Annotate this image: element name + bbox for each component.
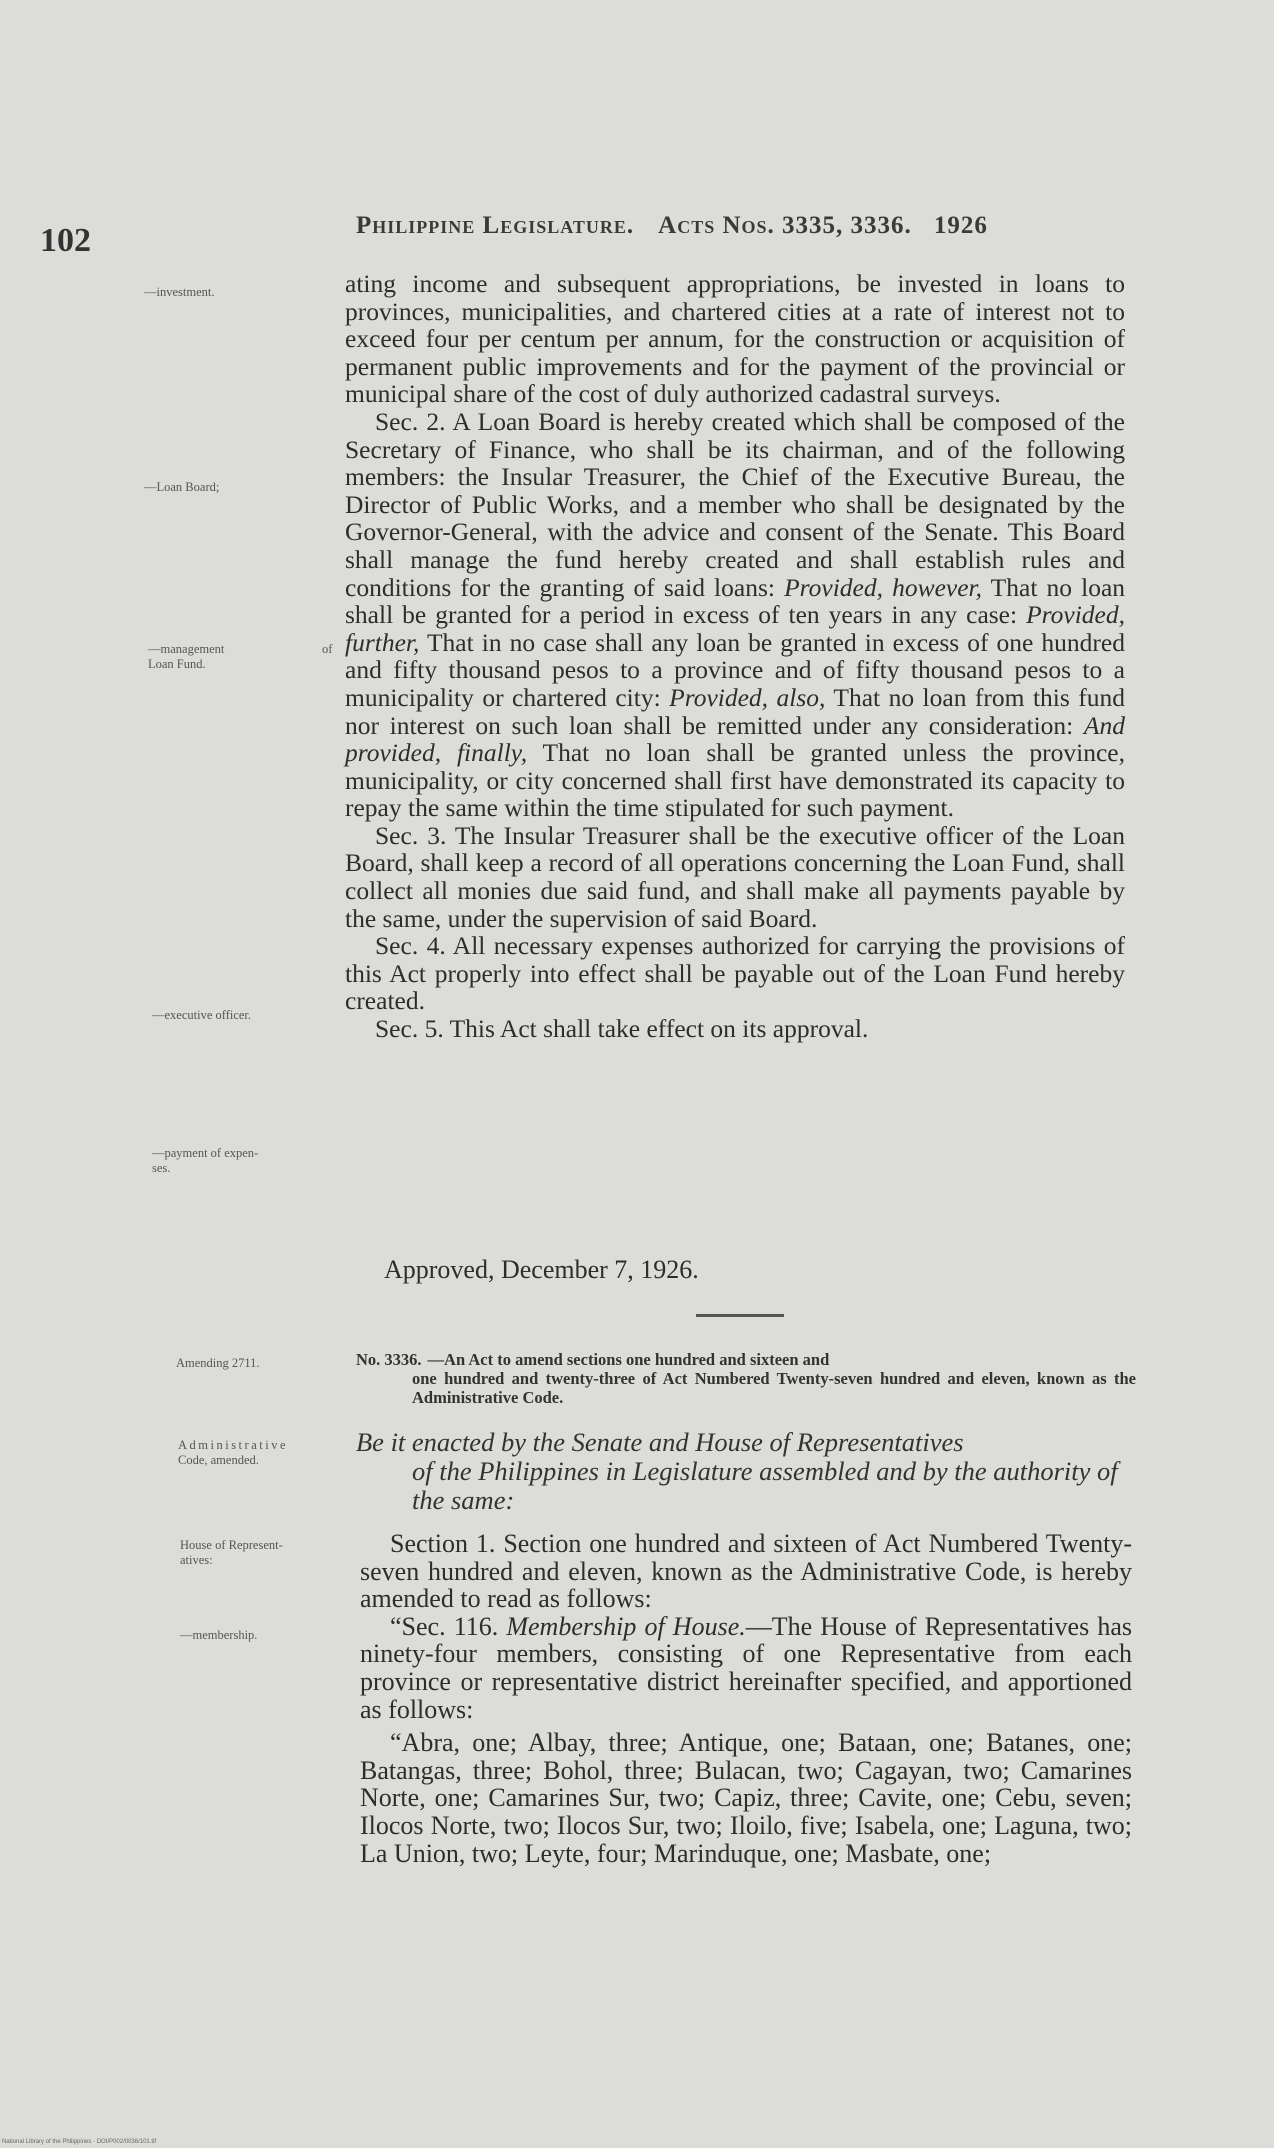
running-head bbox=[356, 212, 988, 240]
act-3335-body bbox=[345, 270, 1125, 1043]
margin-note-executive-officer: —executive officer. bbox=[152, 1008, 252, 1022]
paragraph-investment: ating income and subsequent appropriations, be invested in loans to provinces, municipalities, and chartered cities at a rate of interest not to exceed four per centum per annum, for the construction or acquisition of permanent public improvements and for the payment of the provincial or municipal share of the cost of duly authorized cadastral surveys. bbox=[345, 269, 1125, 409]
margin-note-payment-b: ses. bbox=[152, 1161, 171, 1175]
act-3336-body bbox=[360, 1530, 1132, 1867]
enacting-clause: Be it enacted by the Senate and House of Representatives of the Philippines in Legislature assembled and by the authority of the same: bbox=[356, 1427, 1118, 1515]
section-2: Sec. 2. A Loan Board is hereby created which shall be composed of the Secretary of Finance, who shall be its chairman, and of the following members: the Insular Treasurer, the Chief of the Executive Bureau, the Director of Public Works, and a member who shall be designated by the Governor-General, with the advice and consent of the Senate. This Board shall manage the fund hereby created and shall establish rules and conditions for the granting of said loans: Provided, however, That no loan shall be granted for a period in excess of ten years in any case: Provided, further, That in no case shall any loan be granted in excess of one hundred and fifty thousand pesos to a province and of fifty thousand pesos to a municipality or chartered city: Provided, also, That no loan from this fund nor interest on such loan shall be remitted under any consideration: And provided, finally, That no loan shall be granted unless the province, municipality, or city concerned shall first have demonstrated its capacity to repay the same within the time stipulated for such payment. bbox=[345, 406, 1126, 823]
margin-note-loan-fund: Loan Fund. bbox=[148, 657, 206, 671]
section-4: Sec. 4. All necessary expenses authorized for carrying the provisions of this Act properly into effect shall be payable out of the Loan Fund hereby created. bbox=[345, 931, 1125, 1016]
margin-note-admin-code: Administrative bbox=[178, 1438, 288, 1452]
apportionment-list: “Abra, one; Albay, three; Antique, one; Bataan, one; Batanes, one; Batangas, three; Bohol, three; Bulacan, two; Cagayan, two; Camarines Norte, one; Camarines Sur, two; Capiz, three; Cavite, one; Cebu, seven; Ilocos Norte, two; Ilocos Sur, two; Iloilo, five; Isabela, one; Laguna, two; La Union, two; Leyte, four; Marinduque, one; Masbate, one; bbox=[360, 1728, 1132, 1868]
header-year: 1926 bbox=[933, 212, 988, 239]
publication-title: Philippine Legislature. bbox=[356, 212, 635, 239]
margin-note-house: House of Represent- bbox=[180, 1538, 283, 1552]
act-number: No. 3336. bbox=[356, 1350, 422, 1369]
margin-note-management: —management bbox=[148, 642, 225, 656]
section-divider bbox=[696, 1314, 784, 1317]
margin-note-payment: —payment of expen- bbox=[152, 1146, 259, 1160]
margin-note-house-b: atives: bbox=[180, 1553, 213, 1567]
acts-numbers: Acts Nos. 3335, 3336. bbox=[658, 212, 912, 239]
margin-note-management-of: of bbox=[322, 642, 333, 656]
scan-footer: National Library of the Philippines · DOI/P002/0036/101.tif bbox=[2, 2139, 157, 2145]
margin-note-loan-board: —Loan Board; bbox=[144, 480, 220, 494]
margin-note-membership: —membership. bbox=[180, 1628, 258, 1642]
margin-note-admin-code-b: Code, amended. bbox=[178, 1453, 259, 1467]
section-1: Section 1. Section one hundred and sixteen of Act Numbered Twenty-seven hundred and eleven, known as the Administrative Code, is hereby amended to read as follows: bbox=[360, 1529, 1132, 1614]
section-3: Sec. 3. The Insular Treasurer shall be the executive officer of the Loan Board, shall keep a record of all operations concerning the Loan Fund, shall collect all monies due said fund, and shall make all payments payable by the same, under the supervision of said Board. bbox=[345, 820, 1125, 933]
section-116: “Sec. 116. Membership of House.—The House of Representatives has ninety-four members, consisting of one Representative from each province or representative district hereinafter specified, and apportioned as follows: bbox=[360, 1611, 1132, 1724]
page-number: 102 bbox=[40, 222, 91, 259]
margin-note-investment: —investment. bbox=[144, 285, 215, 299]
approved-date: Approved, December 7, 1926. bbox=[384, 1255, 699, 1284]
margin-note-amending: Amending 2711. bbox=[176, 1356, 260, 1370]
act-3336-title: No. 3336. —An Act to amend sections one hundred and sixteen and one hundred and twenty-three of Act Numbered Twenty-seven hundred and eleven, known as the Administrative Code. bbox=[356, 1350, 1136, 1407]
section-5: Sec. 5. This Act shall take effect on its approval. bbox=[375, 1014, 869, 1044]
